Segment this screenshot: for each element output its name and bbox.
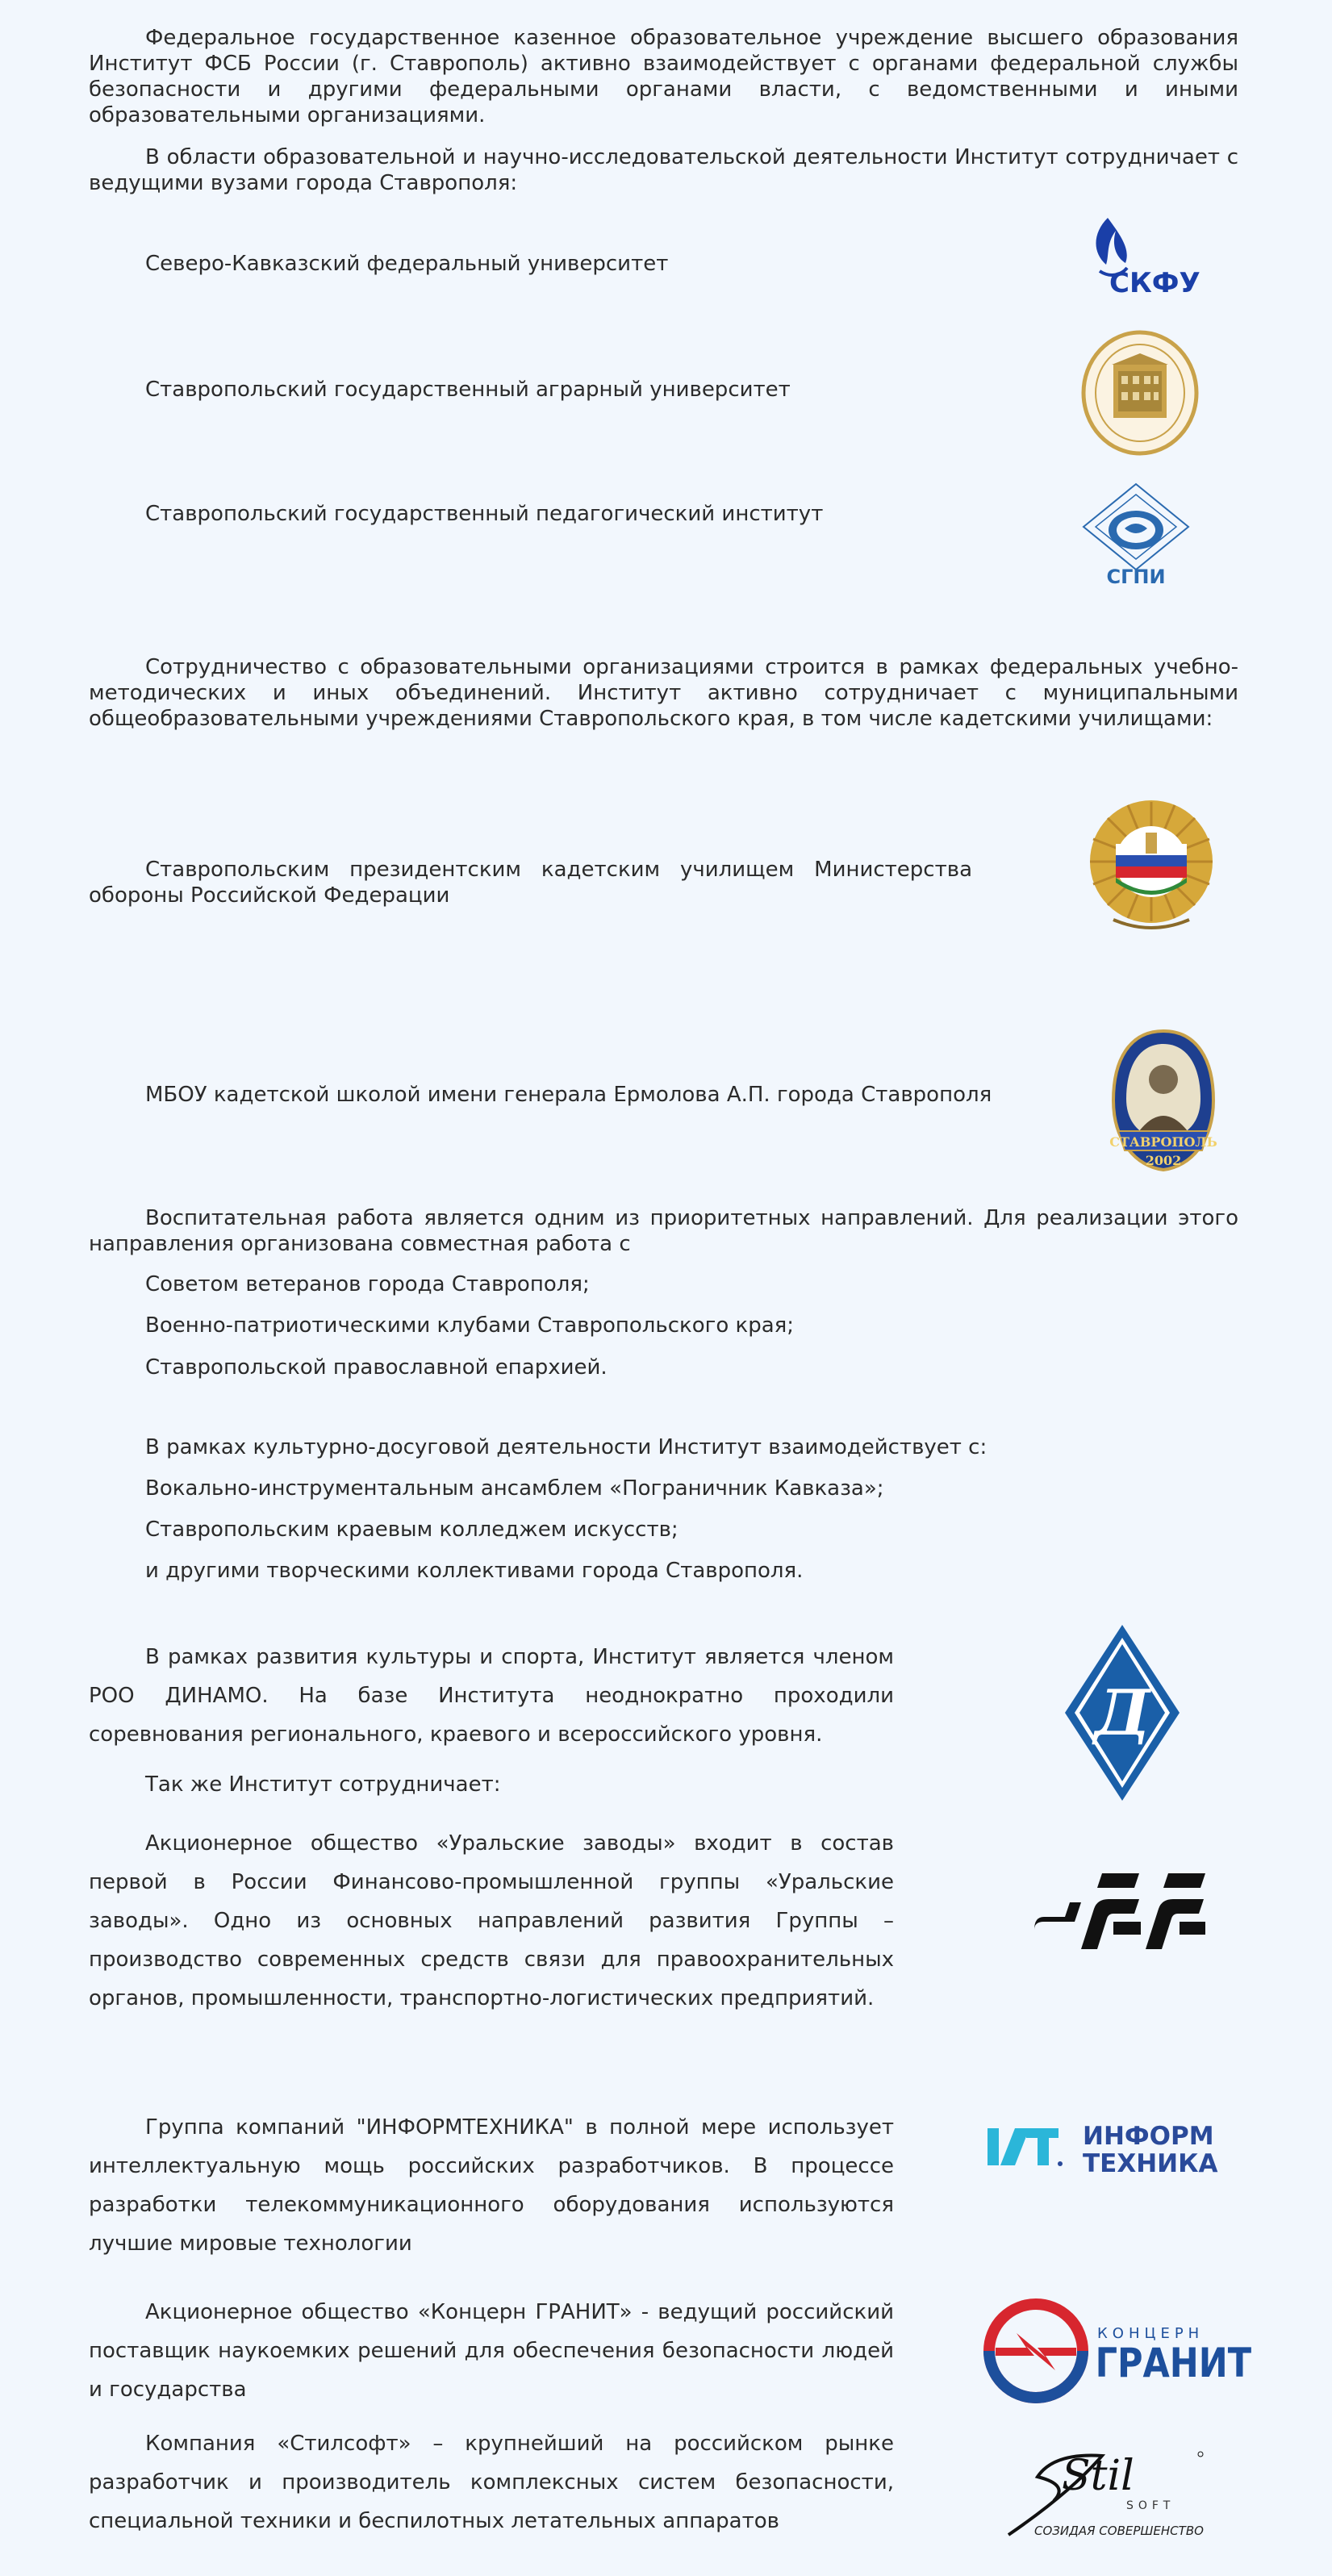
partner-granit: Акционерное общество «Концерн ГРАНИТ» - ведущий российский поставщик наукоемких решений для обеспечения безопасности людей и государства [89,2300,894,2402]
uralskie-zavody-logo-icon [1033,1870,1206,1951]
upbringing-item: Военно-патриотическими клубами Ставропольского края; [145,1313,795,1338]
granit-logo-line1: КОНЦЕРН [1097,2325,1205,2342]
intro-paragraph-1: Федеральное государственное казенное образовательное учреждение высшего образования Институт ФСБ России (г. Ставрополь) активно взаимодействует с органами федеральной службы безопасности и другими федеральными органами власти, с ведомственными и иными образовательными организациями. [89,26,1238,127]
culture-item: Ставропольским краевым колледжем искусств; [145,1518,679,1542]
informtehnika-logo-icon [986,2117,1220,2178]
stilsoft-logo-soft: SOFT [1126,2499,1175,2512]
partner-uralskie-zavody: Акционерное общество «Уральские заводы» входит в состав первой в России Финансово-промышленной группы «Уральские заводы». Одно из основных направлений развития Группы – производство современных средств связи для правоохранительных органов, промышленности, транспортно-логистических предприятий. [89,1831,894,2010]
sport-paragraph: В рамках развития культуры и спорта, Институт является членом РОО ДИНАМО. На базе Института неоднократно проходили соревнования регионального, краевого и всероссийского уровня. [89,1645,894,1747]
university-stgau: Ставропольский государственный аграрный университет [145,378,791,402]
ermolov-logo-year: 2002 [1145,1153,1182,1168]
granit-logo-icon [984,2298,1252,2404]
dinamo-logo-icon [1062,1622,1183,1804]
cadet-school-presidential: Ставропольским президентским кадетским училищем Министерства обороны Российской Федерации [89,858,972,908]
upbringing-item: Ставропольской православной епархией. [145,1355,608,1380]
stilsoft-logo-icon [1005,2444,1207,2541]
skfu-logo-icon [1085,215,1200,299]
cadet-intro-paragraph: Сотрудничество с образовательными организациями строится в рамках федеральных учебно-методических и иных объединений. Институт активно сотрудничает с муниципальными общеобразовательными учреждениями Ставропольского края, в том числе кадетскими училищами: [89,655,1238,731]
culture-intro: В рамках культурно-досуговой деятельности Институт взаимодействует с: [145,1435,988,1459]
intro-paragraph-2: В области образовательной и научно-исследовательской деятельности Институт сотрудничает с ведущими вузами города Ставрополя: [89,145,1238,195]
ermolov-school-emblem-icon [1107,1028,1220,1173]
culture-item: и другими творческими коллективами города Ставрополя. [145,1559,804,1583]
ermolov-logo-text: СТАВРОПОЛЬ [1109,1134,1217,1150]
upbringing-item: Советом ветеранов города Ставрополя; [145,1272,590,1296]
granit-logo-line2: ГРАНИТ [1095,2339,1252,2386]
cadet-school-emblem-icon [1081,799,1222,936]
dinamo-logo-letter: Д [1094,1676,1150,1750]
cadet-school-ermolov: МБОУ кадетской школой имени генерала Ермолова А.П. города Ставрополя [145,1083,992,1107]
also-cooperates: Так же Институт сотрудничает: [145,1772,501,1797]
informtehnika-logo-line1: ИНФОРМ [1083,2122,1214,2151]
sgpi-logo-text: СГПИ [1106,566,1166,588]
skfu-logo-text: СКФУ [1109,267,1200,299]
sgpi-logo-icon [1079,480,1192,589]
partner-informtehnika: Группа компаний "ИНФОРМТЕХНИКА" в полной мере использует интеллектуальную мощь российских разработчиков. В процессе разработки телекоммуникационного оборудования используются лучшие мировые технологии [89,2115,894,2256]
stgau-seal-icon [1079,329,1200,457]
university-sgpi: Ставропольский государственный педагогический институт [145,502,824,526]
university-skfu: Северо-Кавказский федеральный университет [145,252,669,276]
culture-item: Вокально-инструментальным ансамблем «Пограничник Кавказа»; [145,1476,884,1501]
informtehnika-logo-line2: ТЕХНИКА [1083,2149,1218,2178]
stilsoft-logo-word: Stil [1062,2452,1134,2500]
upbringing-intro-paragraph: Воспитательная работа является одним из приоритетных направлений. Для реализации этого направления организована совместная работа с [89,1206,1238,1256]
stilsoft-logo-slogan: СОЗИДАЯ СОВЕРШЕНСТВО [1034,2524,1204,2538]
partner-stilsoft: Компания «Стилсофт» – крупнейший на российском рынке разработчик и производитель комплексных систем безопасности, специальной техники и беспилотных летательных аппаратов [89,2432,894,2533]
